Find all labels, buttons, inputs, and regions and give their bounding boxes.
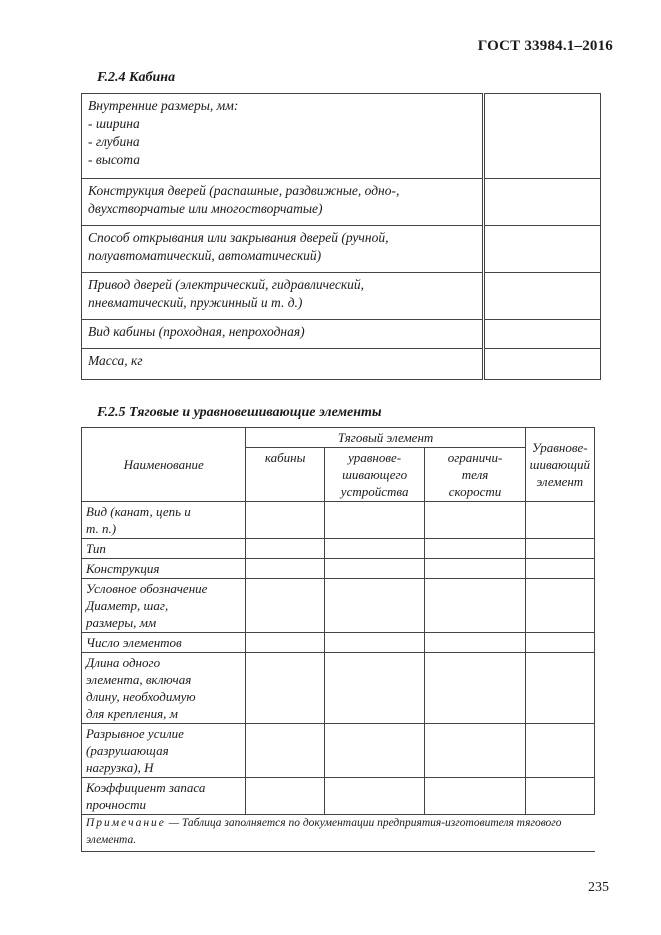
cabin-row xyxy=(82,179,601,226)
cabin-value-cell xyxy=(484,349,601,380)
traction-value-cell xyxy=(324,778,425,815)
note-text: — Таблица заполняется по документации предприятия-изготовителя тягового элемента. xyxy=(86,817,562,846)
cabin-parameter-line: полуавтоматический, автоматический) xyxy=(88,248,322,263)
traction-value-cell xyxy=(425,579,525,633)
traction-subcolumn-header-line: ограничи- xyxy=(447,450,503,465)
traction-parameter xyxy=(82,559,246,579)
traction-value-cell xyxy=(324,633,425,653)
traction-parameter-line: т. п.) xyxy=(86,521,117,536)
cabin-parameter xyxy=(82,94,484,179)
cabin-parameter-line: Конструкция дверей (распашные, раздвижные, одно-, xyxy=(88,183,400,198)
cabin-parameter-line: - ширина xyxy=(88,116,140,131)
traction-table xyxy=(81,427,595,815)
traction-value-cell xyxy=(525,539,594,559)
traction-parameter-line: Длина одного xyxy=(86,655,161,670)
traction-parameter-line: Коэффициент запаса xyxy=(86,780,206,795)
traction-value-cell xyxy=(324,724,425,778)
traction-value-cell xyxy=(525,724,594,778)
traction-row xyxy=(82,633,595,653)
cabin-parameter-line: - глубина xyxy=(88,134,140,149)
traction-value-cell xyxy=(246,539,324,559)
traction-parameter xyxy=(82,724,246,778)
traction-value-cell xyxy=(525,633,594,653)
traction-subcolumn-header-line: уравнове- xyxy=(348,450,402,465)
cabin-row xyxy=(82,94,601,179)
traction-value-cell xyxy=(324,579,425,633)
traction-parameter-line: для крепления, м xyxy=(86,706,178,721)
traction-parameter xyxy=(82,633,246,653)
traction-subcolumn-header-line: скорости xyxy=(448,484,502,499)
cabin-parameter xyxy=(82,273,484,320)
traction-value-cell xyxy=(246,724,324,778)
traction-row xyxy=(82,559,595,579)
traction-value-cell xyxy=(246,778,324,815)
cabin-parameter-line: Масса, кг xyxy=(88,353,143,368)
traction-row xyxy=(82,653,595,724)
traction-subcolumn-header xyxy=(324,448,425,502)
traction-value-cell xyxy=(425,559,525,579)
traction-value-cell xyxy=(324,539,425,559)
traction-section-title: F.2.5 Тяговые и уравновешивающие элементы xyxy=(97,405,382,420)
cabin-row xyxy=(82,273,601,320)
traction-value-cell xyxy=(246,633,324,653)
traction-value-cell xyxy=(425,502,525,539)
cabin-parameter-line: Вид кабины (проходная, непроходная) xyxy=(88,324,305,339)
traction-parameter-line: размеры, мм xyxy=(86,615,157,630)
cabin-row xyxy=(82,320,601,349)
traction-parameter-line: Конструкция xyxy=(86,561,160,576)
standard-header: ГОСТ 33984.1–2016 xyxy=(477,38,613,54)
traction-header-row xyxy=(82,428,595,448)
traction-value-cell xyxy=(425,653,525,724)
traction-value-cell xyxy=(246,579,324,633)
traction-parameter-line: Число элементов xyxy=(86,635,182,650)
traction-value-cell xyxy=(324,502,425,539)
traction-row xyxy=(82,539,595,559)
column-name-header: Наименование xyxy=(82,428,246,502)
traction-value-cell xyxy=(525,559,594,579)
traction-subcolumn-header-line: кабины xyxy=(264,450,306,465)
traction-parameter-line: Тип xyxy=(86,541,106,556)
traction-parameter-line: нагрузка), Н xyxy=(86,760,154,775)
traction-parameter xyxy=(82,579,246,633)
traction-parameter xyxy=(82,778,246,815)
cabin-row xyxy=(82,226,601,273)
table-note xyxy=(81,813,595,852)
traction-parameter xyxy=(82,539,246,559)
cabin-value-cell xyxy=(484,94,601,179)
traction-subcolumn-header-line: устройства xyxy=(340,484,409,499)
cabin-parameter xyxy=(82,179,484,226)
cabin-table xyxy=(81,93,601,380)
cabin-section-title: F.2.4 Кабина xyxy=(97,70,176,85)
traction-parameter xyxy=(82,653,246,724)
traction-row xyxy=(82,579,595,633)
cabin-value-cell xyxy=(484,179,601,226)
traction-row xyxy=(82,724,595,778)
traction-value-cell xyxy=(425,633,525,653)
traction-value-cell xyxy=(246,502,324,539)
traction-parameter-line: элемента, включая xyxy=(86,672,192,687)
traction-parameter-line: (разрушающая xyxy=(86,743,169,758)
cabin-parameter xyxy=(82,320,484,349)
traction-value-cell xyxy=(324,559,425,579)
traction-row xyxy=(82,778,595,815)
cabin-parameter-line: двухстворчатые или многостворчатые) xyxy=(88,201,323,216)
cabin-parameter-line: Привод дверей (электрический, гидравлический, xyxy=(88,277,365,292)
traction-subcolumn-header-line: теля xyxy=(461,467,489,482)
cabin-value-cell xyxy=(484,226,601,273)
balancing-element-header xyxy=(525,428,594,502)
note-lead: Примечание xyxy=(86,817,166,829)
cabin-row xyxy=(82,349,601,380)
traction-value-cell xyxy=(324,653,425,724)
balancing-element-header-line: Уравнове- xyxy=(532,440,588,455)
traction-value-cell xyxy=(525,653,594,724)
cabin-parameter-line: - высота xyxy=(88,152,140,167)
traction-subcolumn-header-line: шивающего xyxy=(342,467,408,482)
traction-group-header: Тяговый элемент xyxy=(246,428,525,448)
cabin-value-cell xyxy=(484,320,601,349)
traction-value-cell xyxy=(425,539,525,559)
traction-value-cell xyxy=(525,579,594,633)
traction-parameter-line: Вид (канат, цепь и xyxy=(86,504,191,519)
traction-value-cell xyxy=(425,724,525,778)
cabin-parameter-line: Способ открывания или закрывания дверей (ручной, xyxy=(88,230,389,245)
traction-value-cell xyxy=(525,502,594,539)
cabin-parameter xyxy=(82,226,484,273)
traction-parameter-line: Разрывное усилие xyxy=(86,726,184,741)
page-number: 235 xyxy=(588,880,609,895)
traction-parameter-line: прочности xyxy=(86,797,146,812)
balancing-element-header-line: шивающий xyxy=(529,457,590,472)
traction-row xyxy=(82,502,595,539)
traction-value-cell xyxy=(246,653,324,724)
cabin-parameter-line: пневматический, пружинный и т. д.) xyxy=(88,295,303,310)
traction-parameter-line: Условное обозначение xyxy=(86,581,208,596)
cabin-value-cell xyxy=(484,273,601,320)
traction-value-cell xyxy=(425,778,525,815)
cabin-parameter-line: Внутренние размеры, мм: xyxy=(88,98,239,113)
traction-parameter-line: длину, необходимую xyxy=(86,689,196,704)
traction-value-cell xyxy=(525,778,594,815)
balancing-element-header-line: элемент xyxy=(536,474,584,489)
traction-subcolumn-header xyxy=(246,448,324,502)
cabin-parameter xyxy=(82,349,484,380)
traction-subcolumn-header xyxy=(425,448,525,502)
traction-value-cell xyxy=(246,559,324,579)
traction-parameter xyxy=(82,502,246,539)
traction-parameter-line: Диаметр, шаг, xyxy=(86,598,169,613)
